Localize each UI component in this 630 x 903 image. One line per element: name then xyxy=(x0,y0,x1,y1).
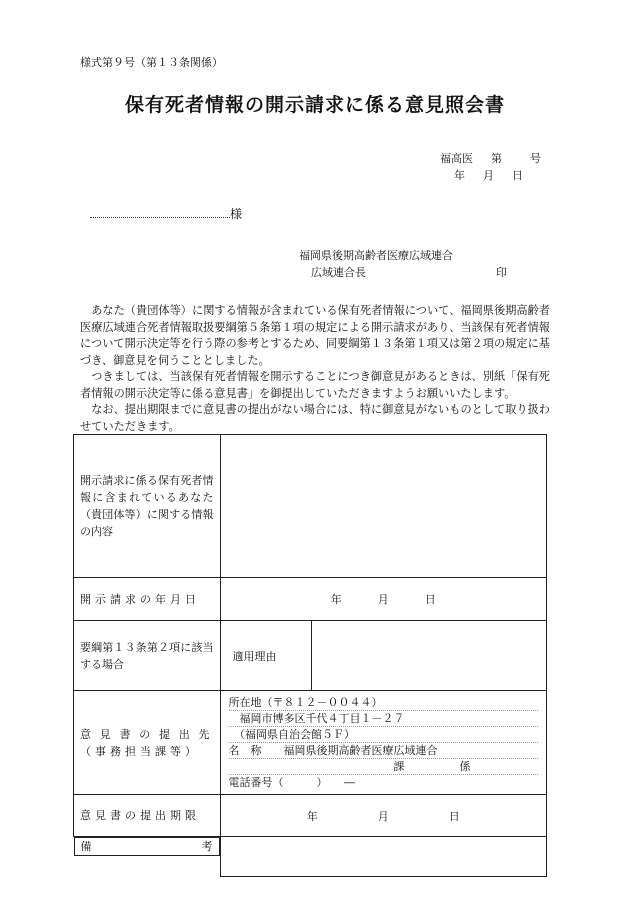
table-row xyxy=(74,435,547,578)
address-block xyxy=(221,691,547,794)
name-line: 名 称 福岡県後期高齢者医療広域連合 xyxy=(229,743,539,759)
reference-dai: 第 xyxy=(491,152,502,165)
table-row xyxy=(74,578,547,621)
submission-destination-cell xyxy=(220,691,547,795)
deadline-day: 日 xyxy=(448,809,460,823)
body-paragraph-2: つきましては、当該保有死者情報を開示することにつき御意見があるときは、別紙「保有死者情報の開示決定等に係る意見書」を御提出していただきますようお願いいたします。 xyxy=(80,370,550,400)
application-reason-field[interactable] xyxy=(312,621,547,690)
request-month: 月 xyxy=(377,593,389,606)
issue-month: 月 xyxy=(483,169,494,182)
submission-deadline-label: 意見書の提出期限 xyxy=(74,795,221,837)
reference-go: 号 xyxy=(530,152,541,165)
submission-deadline-field[interactable] xyxy=(220,795,547,837)
body-text xyxy=(80,303,550,435)
remarks-label-right: 考 xyxy=(201,840,213,853)
document-title: 保有死者情報の開示請求に係る意見照会書 xyxy=(124,94,505,116)
body-paragraph-1: あなた（貴団体等）に関する情報が含まれている保有死者情報について、福岡県後期高齢者医療広域連合死者情報取扱要綱第５条第１項の規定による開示請求があり、当該保有死者情報について開示決定等を行う際の参考とするため、同要綱第１３条第１項又は第２項の規定に基づき、御意見を伺うこととしました。 xyxy=(80,304,550,367)
sender-organization: 福岡県後期高齢者医療広域連合 xyxy=(299,249,453,262)
address-line: （福岡県自治会館５Ｆ） xyxy=(229,727,539,743)
addressee-blank xyxy=(90,207,230,218)
address-line: 福岡市博多区千代４丁目１－２７ xyxy=(229,711,539,727)
section-line: 課 係 xyxy=(229,759,539,775)
table-row xyxy=(74,837,547,877)
info-content-field[interactable] xyxy=(220,435,547,578)
body-paragraph-3: なお、提出期限までに意見書の提出がない場合には、特に御意見がないものとして取り扱わせていただきます。 xyxy=(80,403,550,433)
info-content-label: 開示請求に係る保有死者情報に含まれているあなた（貴団体等）に関する情報の内容 xyxy=(74,435,221,578)
addressee-suffix: 様 xyxy=(230,207,243,221)
issue-year: 年 xyxy=(454,169,465,182)
remarks-field[interactable] xyxy=(220,837,547,877)
reference-number xyxy=(440,150,559,166)
reference-office: 福高医 xyxy=(440,152,473,165)
deadline-month: 月 xyxy=(377,809,389,823)
table-row xyxy=(74,691,547,795)
issue-date xyxy=(454,167,541,183)
request-day: 日 xyxy=(424,593,436,606)
request-date-label: 開示請求の年月日 xyxy=(74,578,221,621)
clause-applicable-cell xyxy=(220,621,547,691)
inquiry-form-table xyxy=(73,434,547,877)
deadline-year: 年 xyxy=(306,809,318,823)
issue-day: 日 xyxy=(512,169,523,182)
submission-destination-label: 意見書の提出先（事務担当課等） xyxy=(74,691,221,795)
phone-line: 電話番号（ ） ― xyxy=(228,776,355,789)
remarks-label-left: 備 xyxy=(80,840,92,853)
request-date-field[interactable] xyxy=(220,578,547,621)
seal-mark: 印 xyxy=(496,266,507,279)
application-reason-label: 適用理由 xyxy=(221,621,312,690)
remarks-label xyxy=(74,837,220,856)
table-row xyxy=(74,621,547,691)
clause-applicable-label: 要綱第１３条第２項に該当する場合 xyxy=(74,621,221,691)
form-number: 様式第９号（第１３条関係） xyxy=(80,56,223,69)
address-line: 所在地（〒８１２－００４４） xyxy=(229,695,539,711)
clause-split xyxy=(221,621,547,690)
request-year: 年 xyxy=(330,593,342,606)
table-row xyxy=(74,795,547,837)
addressee xyxy=(90,205,242,222)
sender-title: 広域連合長 xyxy=(311,266,366,279)
